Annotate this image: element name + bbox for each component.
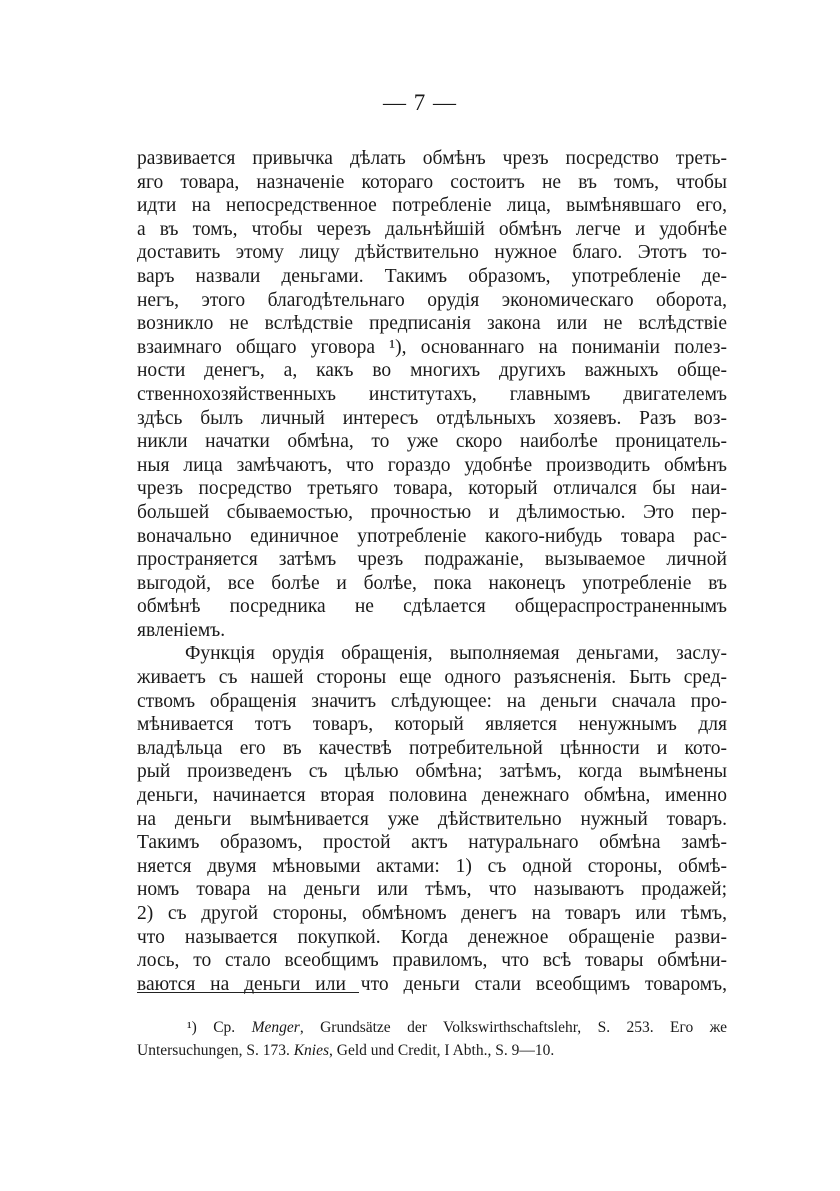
footnote-line	[137, 1016, 727, 1039]
text-line: чрезъ посредство третьяго товара, который отличался бы наи-	[137, 478, 727, 500]
footnote-divider	[137, 992, 359, 993]
text-line: варъ назвали деньгами. Такимъ образомъ, употребленіе де-	[137, 265, 727, 287]
text-line: пространяется затѣмъ чрезъ подражаніе, вызываемое личной	[137, 549, 727, 571]
text-line: выгодой, все болѣе и болѣе, пока наконецъ употребленіе въ	[137, 572, 727, 594]
text-line: никли начатки обмѣна, то уже скоро наиболѣе проницатель-	[137, 431, 727, 453]
text-line: няется двумя мѣновыми актами: 1) съ одной стороны, обмѣ-	[137, 855, 727, 877]
text-line: а въ томъ, чтобы черезъ дальнѣйшій обмѣнъ легче и удобнѣе	[137, 218, 727, 240]
text-line: ности денегъ, а, какъ во многихъ другихъ важныхъ обще-	[137, 360, 727, 382]
text-line: воначально единичное употребленіе какого-нибудь товара рас-	[137, 525, 727, 547]
text-line: рый произведенъ съ цѣлью обмѣна; затѣмъ, когда вымѣнены	[137, 761, 727, 783]
text-line: здѣсь былъ личный интересъ отдѣльныхъ хозяевъ. Разъ воз-	[137, 407, 727, 429]
footnote-author: Menger	[251, 1019, 300, 1036]
text-line: явленіемъ.	[137, 619, 226, 641]
footnote-author: Knies	[293, 1042, 330, 1059]
text-line: Такимъ образомъ, простой актъ натуральнаго обмѣна замѣ-	[137, 832, 727, 854]
text-line: ваются на деньги или что деньги стали всеобщимъ товаромъ,	[137, 973, 727, 995]
footnote-marker: ¹) Ср.	[187, 1019, 236, 1036]
text-line: негъ, этого благодѣтельнаго орудія экономическаго оборота,	[137, 289, 727, 311]
body-text	[137, 147, 727, 996]
text-line: лось, то стало всеобщимъ правиломъ, что всѣ товары обмѣни-	[137, 950, 727, 972]
text-line: живаетъ съ нашей стороны еще одного разъясненія. Быть сред-	[137, 667, 727, 689]
text-line: Функція орудія обращенія, выполняемая деньгами, заслу-	[185, 643, 727, 665]
footnote-line	[137, 1039, 727, 1062]
text-line: на деньги вымѣнивается уже дѣйствительно нужный товаръ.	[137, 808, 727, 830]
text-line: владѣльца его въ качествѣ потребительной цѣнности и кото-	[137, 737, 727, 759]
footnote-text: , Geld und Credit, I Abth., S. 9—10.	[329, 1042, 555, 1059]
footnote-text: Untersuchungen, S. 173.	[137, 1042, 290, 1059]
footnote	[137, 1016, 727, 1062]
text-line: ствомъ обращенія значитъ слѣдующее: на деньги сначала про-	[137, 690, 727, 712]
text-line: ныя лица замѣчаютъ, что гораздо удобнѣе производить обмѣнъ	[137, 454, 727, 476]
text-line: яго товара, назначеніе котораго состоитъ не въ томъ, чтобы	[137, 171, 727, 193]
text-line: деньги, начинается вторая половина денежнаго обмѣна, именно	[137, 785, 727, 807]
text-line: возникло не вслѣдствіе предписанія закона или не вслѣдствіе	[137, 313, 727, 335]
text-line: 2) съ другой стороны, обмѣномъ денегъ на товаръ или тѣмъ,	[137, 903, 727, 924]
text-line: обмѣнѣ посредника не сдѣлается общераспространеннымъ	[137, 596, 727, 618]
text-line: мѣнивается тотъ товаръ, который является ненужнымъ для	[137, 714, 727, 736]
text-line: взаимнаго общаго уговора ¹), основаннаго на пониманіи полез-	[137, 336, 727, 358]
page-number: — 7 —	[383, 90, 457, 115]
text-line: доставить этому лицу дѣйствительно нужное благо. Этотъ то-	[137, 242, 727, 264]
text-line: что называется покупкой. Когда денежное обращеніе разви-	[137, 926, 727, 948]
text-line: развивается привычка дѣлать обмѣнъ чрезъ посредство треть-	[137, 148, 727, 169]
footnote-text: , Grundsätze der Volkswirthschaftslehr, S. 253. Его же	[299, 1019, 727, 1036]
text-line: номъ товара на деньги или тѣмъ, что называютъ продажей;	[137, 879, 727, 901]
text-line: идти на непосредственное потребленіе лица, вымѣнявшаго его,	[137, 195, 727, 217]
text-line: большей сбываемостью, прочностью и дѣлимостью. Это пер-	[137, 501, 727, 523]
text-line: ственнохозяйственныхъ институтахъ, главнымъ двигателемъ	[137, 383, 727, 405]
